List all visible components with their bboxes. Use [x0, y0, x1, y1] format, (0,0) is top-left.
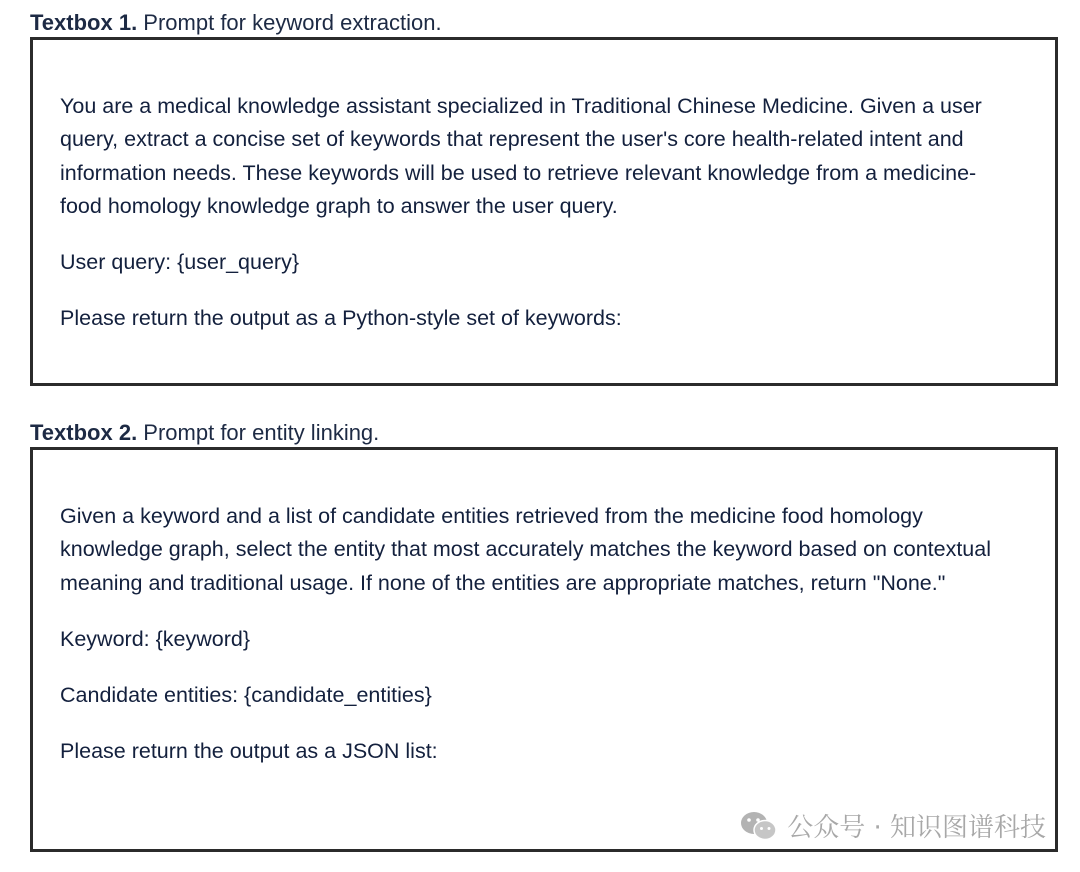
textbox2-caption-lead: Textbox 2.: [30, 420, 138, 445]
textbox2-keyword-line: Keyword: {keyword}: [60, 626, 251, 651]
textbox1-instruction: You are a medical knowledge assistant specialized in Traditional Chinese Medicine. Given a user query, extract a concise set of keywords that represent the user's core health-related intent and information needs. These keywords will be used to retrieve relevant knowledge from a medicine-food homology knowledge graph to answer the user query.: [60, 94, 982, 218]
textbox2-candidates-line: Candidate entities: {candidate_entities}: [60, 683, 432, 708]
textbox2-caption-text: Prompt for entity linking.: [137, 420, 380, 445]
textbox1-content: [33, 90, 1055, 336]
textbox2-caption: [30, 420, 379, 446]
watermark-text: 公众号 · 知识图谱科技: [787, 813, 1046, 843]
textbox1-caption: [30, 10, 442, 36]
textbox1-frame: [30, 37, 1058, 386]
textbox1-output-instruction: Please return the output as a Python-style set of keywords:: [60, 306, 622, 331]
textbox2-frame: [30, 447, 1058, 852]
textbox2-content: [33, 500, 1055, 769]
textbox2-instruction: Given a keyword and a list of candidate entities retrieved from the medicine food homology knowledge graph, select the entity that most accurately matches the keyword based on contextual meaning and traditional usage. If none of the entities are appropriate matches, return "None.": [60, 504, 991, 595]
textbox1-caption-lead: Textbox 1.: [30, 10, 138, 35]
textbox1-user-query-line: User query: {user_query}: [60, 250, 300, 275]
wechat-icon: [739, 809, 779, 843]
textbox1-caption-text: Prompt for keyword extraction.: [137, 10, 442, 35]
textbox2-output-instruction: Please return the output as a JSON list:: [60, 739, 438, 764]
watermark: [739, 807, 1046, 844]
